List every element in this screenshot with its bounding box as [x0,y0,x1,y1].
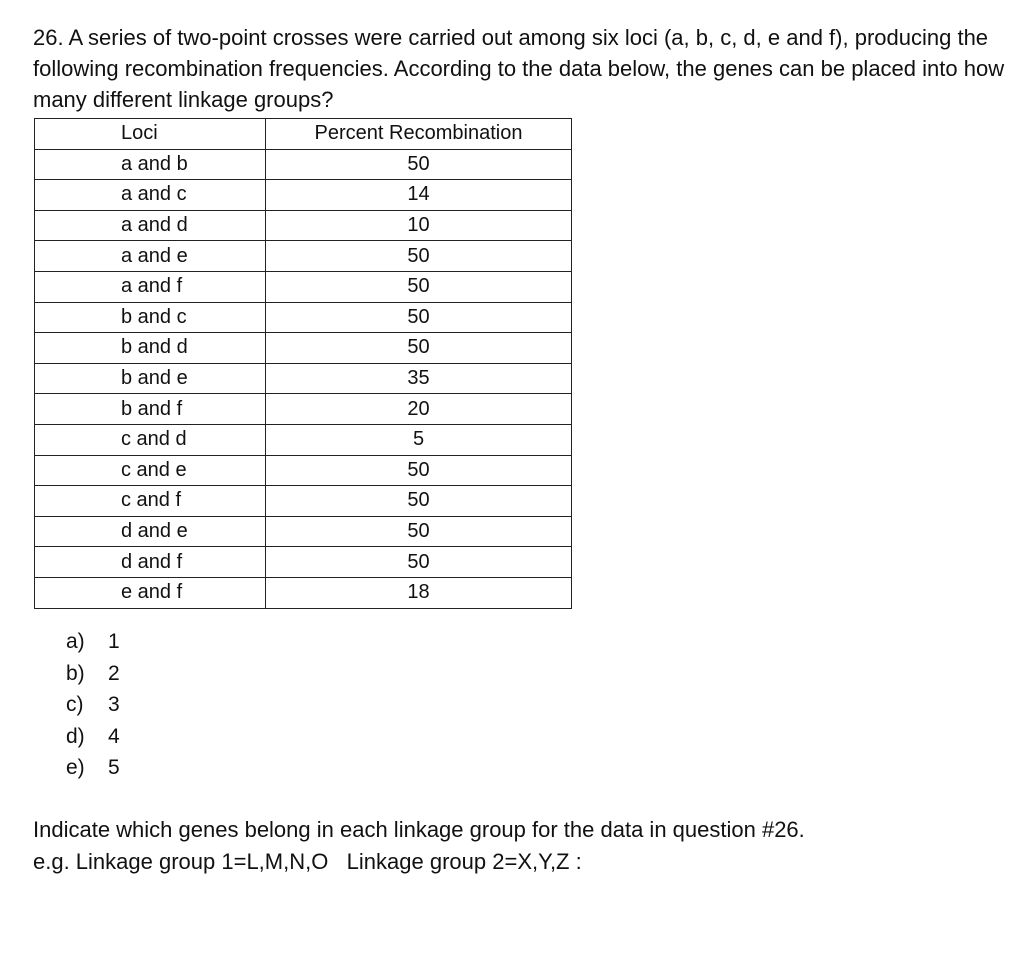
table-row [35,455,572,486]
percent-cell: 18 [266,577,572,608]
table-row [35,271,572,302]
recombination-table [34,118,572,609]
option-value: 4 [108,724,120,748]
loci-cell [35,486,266,517]
percent-cell: 50 [266,271,572,302]
loci-cell [35,302,266,333]
table-row [35,302,572,333]
loci-pair: b and c [121,305,187,328]
header-loci-label: Loci [121,122,158,145]
table-row [35,577,572,608]
table-row [35,180,572,211]
loci-pair: d and f [121,550,183,573]
option-e [66,752,120,784]
loci-pair: a and e [121,244,188,267]
loci-cell [35,210,266,241]
option-b [66,658,120,690]
instruction-line-1: Indicate which genes belong in each linkage group for the data in question #26. [33,817,805,842]
option-letter: a) [66,630,85,653]
table-row [35,333,572,364]
option-c [66,689,120,721]
table-row [35,547,572,578]
percent-cell: 14 [266,180,572,211]
loci-cell [35,180,266,211]
option-letter: c) [66,693,84,716]
table-body [35,149,572,608]
loci-pair: a and d [121,214,188,237]
loci-cell [35,547,266,578]
loci-pair: c and f [121,489,182,512]
loci-cell [35,394,266,425]
percent-cell: 50 [266,455,572,486]
header-loci [35,119,266,150]
table-row [35,241,572,272]
percent-cell: 50 [266,486,572,517]
loci-cell [35,363,266,394]
loci-cell [35,424,266,455]
option-value: 2 [108,661,120,685]
percent-cell: 50 [266,302,572,333]
percent-cell: 35 [266,363,572,394]
option-letter: e) [66,756,85,779]
option-d [66,721,120,753]
loci-pair: c and d [121,428,187,451]
option-a [66,626,120,658]
loci-pair: e and f [121,581,183,604]
loci-cell [35,149,266,180]
percent-cell: 10 [266,210,572,241]
loci-pair: b and d [121,336,188,359]
loci-cell [35,271,266,302]
loci-pair: b and f [121,397,183,420]
question-text: 26. A series of two-point crosses were carried out among six loci (a, b, c, d, e and f), producing the following recombination frequencies. According to the data below, the genes can be placed into how many different linkage groups? [33,25,1005,112]
table-row [35,424,572,455]
linkage-instruction [33,814,805,878]
table-row [35,363,572,394]
table-header-row [35,119,572,150]
loci-pair: a and c [121,183,187,206]
loci-cell [35,577,266,608]
option-value: 1 [108,630,120,653]
instruction-line-2: e.g. Linkage group 1=L,M,N,O Linkage group 2=X,Y,Z : [33,849,582,874]
table-row [35,486,572,517]
loci-cell [35,241,266,272]
percent-cell: 50 [266,547,572,578]
percent-cell: 50 [266,149,572,180]
answer-options [66,626,120,784]
table-row [35,210,572,241]
percent-cell: 20 [266,394,572,425]
table-row [35,149,572,180]
loci-cell [35,455,266,486]
option-value: 5 [108,756,120,779]
loci-cell [35,333,266,364]
loci-pair: c and e [121,458,187,481]
option-letter: b) [66,661,85,685]
loci-cell [35,516,266,547]
loci-pair: d and e [121,520,188,543]
table-row [35,394,572,425]
percent-cell: 50 [266,516,572,547]
percent-cell: 5 [266,424,572,455]
percent-cell: 50 [266,241,572,272]
loci-pair: b and e [121,367,188,390]
option-value: 3 [108,693,120,716]
loci-pair: a and b [121,152,188,175]
loci-pair: a and f [121,275,183,298]
percent-cell: 50 [266,333,572,364]
table-row [35,516,572,547]
header-percent-recombination: Percent Recombination [266,119,572,150]
option-letter: d) [66,724,85,748]
